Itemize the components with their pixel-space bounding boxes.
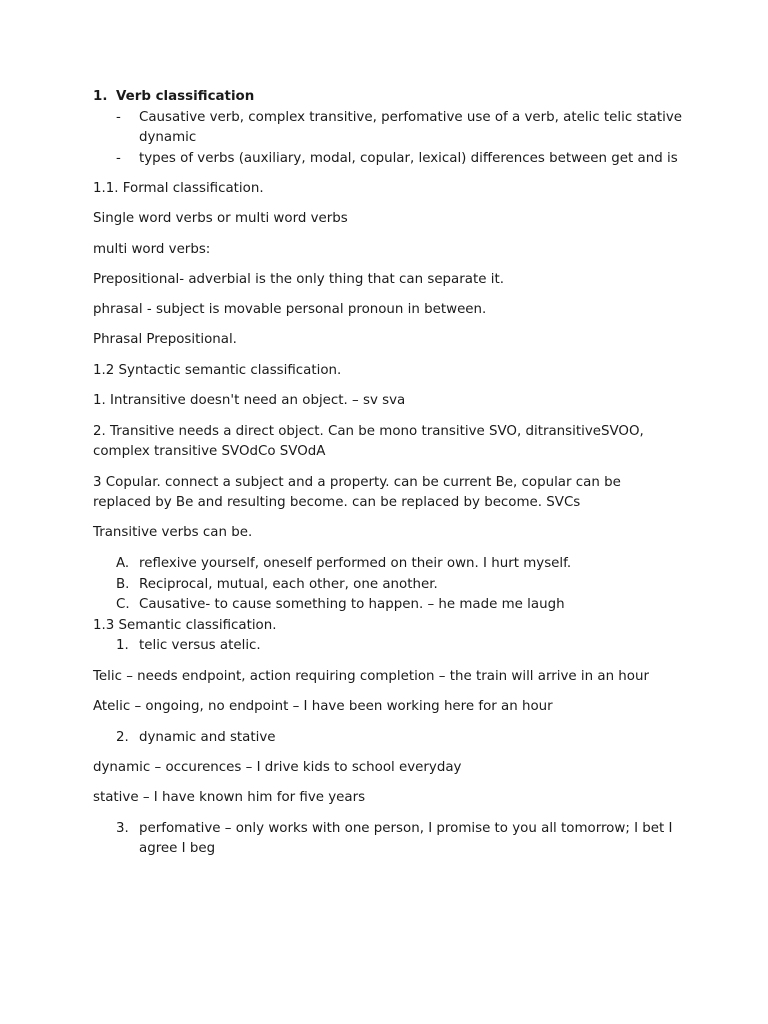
paragraph: 3 Copular. connect a subject and a property. can be current Be, copular can be	[93, 475, 621, 490]
paragraph: dynamic – occurences – I drive kids to school everyday	[93, 760, 462, 775]
bullet-marker: -	[116, 110, 121, 125]
list-text: Causative- to cause something to happen. – he made me laugh	[139, 597, 565, 612]
list-text: telic versus atelic.	[139, 638, 261, 653]
list-label: 1.	[116, 638, 129, 653]
paragraph: Telic – needs endpoint, action requiring completion – the train will arrive in an hour	[93, 669, 649, 684]
list-label: B.	[116, 577, 130, 592]
paragraph: stative – I have known him for five years	[93, 790, 366, 805]
bullet-text: Causative verb, complex transitive, perfomative use of a verb, atelic telic stative	[139, 110, 683, 125]
paragraph: Atelic – ongoing, no endpoint – I have been working here for an hour	[93, 699, 553, 714]
paragraph-continuation: complex transitive SVOdCo SVOdA	[93, 444, 326, 459]
bullet-text: types of verbs (auxiliary, modal, copular, lexical) differences between get and is	[139, 151, 678, 166]
list-text: dynamic and stative	[139, 730, 276, 745]
paragraph: 1.2 Syntactic semantic classification.	[93, 363, 342, 378]
bullet-marker: -	[116, 151, 121, 166]
paragraph: 2. Transitive needs a direct object. Can be mono transitive SVO, ditransitiveSVOO,	[93, 424, 644, 439]
list-label: A.	[116, 556, 130, 571]
paragraph-continuation: replaced by Be and resulting become. can be replaced by become. SVCs	[93, 495, 581, 510]
list-text: Reciprocal, mutual, each other, one another.	[139, 577, 438, 592]
list-text: perfomative – only works with one person, I promise to you all tomorrow; I bet I	[139, 821, 673, 836]
paragraph: Single word verbs or multi word verbs	[93, 211, 348, 226]
list-text: agree I beg	[139, 841, 216, 856]
paragraph: phrasal - subject is movable personal pronoun in between.	[93, 302, 487, 317]
paragraph: Phrasal Prepositional.	[93, 332, 237, 347]
paragraph: 1.1. Formal classification.	[93, 181, 264, 196]
paragraph: Prepositional- adverbial is the only thing that can separate it.	[93, 272, 504, 287]
list-label: 2.	[116, 730, 129, 745]
bullet-text: dynamic	[139, 130, 197, 145]
paragraph: multi word verbs:	[93, 242, 211, 257]
heading-number: 1.	[93, 89, 108, 104]
list-label: C.	[116, 597, 130, 612]
paragraph: 1. Intransitive doesn't need an object. – sv sva	[93, 393, 406, 408]
list-text: reflexive yourself, oneself performed on their own. I hurt myself.	[139, 556, 572, 571]
list-label: 3.	[116, 821, 129, 836]
paragraph: 1.3 Semantic classification.	[93, 618, 277, 633]
paragraph: Transitive verbs can be.	[93, 525, 253, 540]
heading-title: Verb classification	[116, 89, 255, 104]
